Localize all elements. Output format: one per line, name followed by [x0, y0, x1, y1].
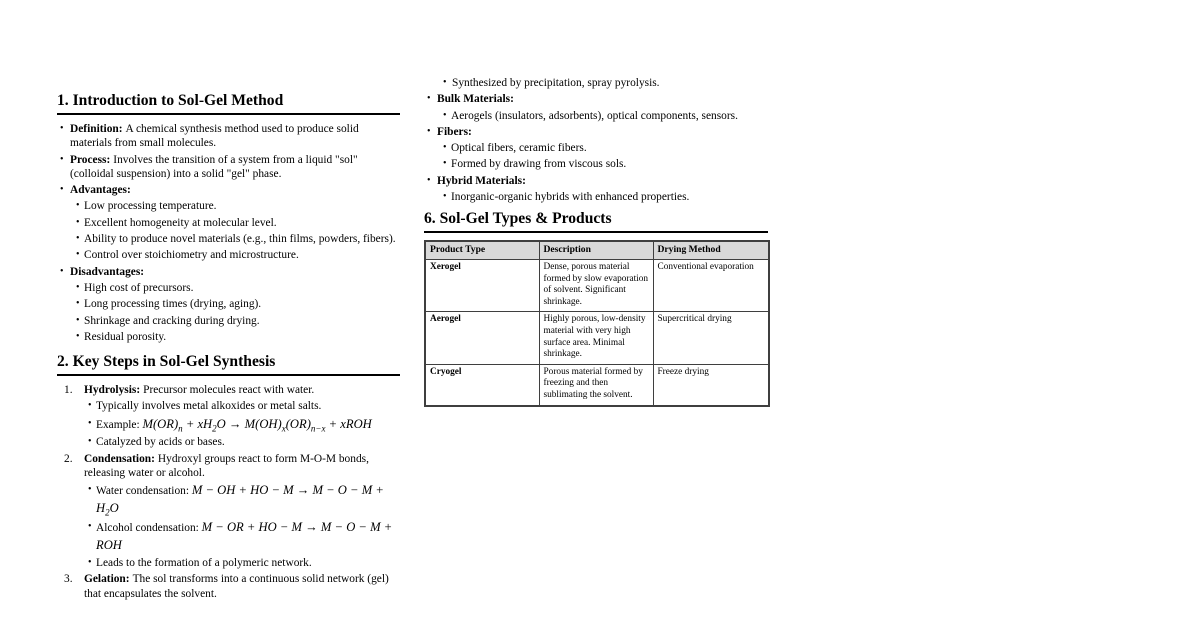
alcohol-condensation-equation: M − OR + HO − M → M − O − M + ROH [96, 520, 393, 552]
advantages-sublist [70, 199, 400, 262]
column-header-drying-method: Drying Method [653, 241, 769, 259]
list-item: • Inorganic-organic hybrids with enhanced properties. [437, 190, 768, 204]
table-header-row [425, 241, 769, 259]
section-2-steps [57, 383, 400, 601]
step-text: The sol transforms into a continuous solid network (gel) that encapsulates the solvent. [84, 573, 389, 600]
list-item-water-condensation [84, 482, 400, 517]
item-label: Hybrid Materials: [437, 174, 526, 187]
section-6-heading: 6. Sol-Gel Types & Products [424, 210, 768, 233]
column-header-description: Description [539, 241, 653, 259]
product-cell: Xerogel [425, 259, 539, 311]
list-item: • Leads to the formation of a polymeric network. [84, 556, 400, 570]
condensation-sublist [84, 482, 400, 570]
list-item: • Residual porosity. [70, 330, 400, 344]
step-condensation [57, 452, 400, 571]
list-item-advantages [57, 183, 400, 262]
description-cell: Dense, porous material formed by slow evaporation of solvent. Significant shrinkage. [539, 259, 653, 311]
description-cell: Highly porous, low-density material with very high surface area. Minimal shrinkage. [539, 312, 653, 364]
list-item: • Ability to produce novel materials (e.g., thin films, powders, fibers). [70, 232, 400, 246]
item-label: Definition: [70, 123, 123, 135]
item-label: Advantages: [70, 184, 131, 197]
table-row-xerogel [425, 259, 769, 311]
list-item-fibers [424, 125, 768, 172]
list-item-example-equation [84, 416, 400, 434]
drying-method-cell: Freeze drying [653, 364, 769, 405]
equation-prefix: Example: [96, 418, 143, 431]
equation-prefix: Alcohol condensation: [96, 522, 202, 535]
equation-prefix: Water condensation: [96, 485, 192, 498]
disadvantages-sublist [70, 281, 400, 344]
drying-method-cell: Conventional evaporation [653, 259, 769, 311]
item-text: A chemical synthesis method used to produce solid materials from small molecules. [70, 123, 359, 150]
item-label: Fibers: [437, 125, 472, 138]
list-item: • Optical fibers, ceramic fibers. [437, 141, 768, 155]
right-column [424, 76, 768, 407]
list-item-bulk-materials [424, 92, 768, 123]
bulk-materials-sublist [437, 109, 768, 123]
list-item: • Control over stoichiometry and microstructure. [70, 248, 400, 262]
list-item-process [57, 153, 400, 182]
step-label: Hydrolysis: [84, 384, 141, 397]
step-number: 1. [64, 384, 73, 397]
step-text: Hydroxyl groups react to form M-O-M bonds, releasing water or alcohol. [84, 452, 369, 479]
list-item: • Typically involves metal alkoxides or metal salts. [84, 399, 400, 413]
table-row-cryogel [425, 364, 769, 405]
list-item-hybrid-materials [424, 174, 768, 205]
step-number: 3. [64, 573, 73, 586]
list-item: • High cost of precursors. [70, 281, 400, 295]
step-label: Gelation: [84, 573, 130, 586]
sol-gel-products-table [424, 240, 770, 406]
water-condensation-equation: M − OH + HO − $M \to M - O - M + H_2O$ [96, 483, 384, 518]
step-hydrolysis [57, 383, 400, 449]
section-1-list [57, 122, 400, 344]
list-item-alcohol-condensation [84, 519, 400, 554]
item-label: Process: [70, 153, 111, 166]
list-item: • Synthesized by precipitation, spray pyrolysis. [424, 76, 768, 90]
continuation-list [424, 76, 768, 204]
step-number: 2. [64, 452, 73, 465]
section-1-heading: 1. Introduction to Sol-Gel Method [57, 92, 400, 115]
table-row-aerogel [425, 312, 769, 364]
hydrolysis-sublist [84, 399, 400, 449]
list-item-definition [57, 122, 400, 151]
fibers-sublist [437, 141, 768, 172]
item-label: Bulk Materials: [437, 93, 514, 106]
list-item: • Aerogels (insulators, adsorbents), optical components, sensors. [437, 109, 768, 123]
list-item: • Low processing temperature. [70, 199, 400, 213]
list-item-disadvantages [57, 265, 400, 344]
list-item: • Formed by drawing from viscous sols. [437, 157, 768, 171]
list-item: • Excellent homogeneity at molecular level. [70, 216, 400, 230]
list-item: • Catalyzed by acids or bases. [84, 435, 400, 449]
product-cell: Cryogel [425, 364, 539, 405]
hybrid-materials-sublist [437, 190, 768, 204]
section-2-heading: 2. Key Steps in Sol-Gel Synthesis [57, 353, 400, 376]
step-gelation [57, 572, 400, 601]
item-text: Involves the transition of a system from a liquid "sol" (colloidal suspension) into a solid "gel" phase. [70, 153, 358, 180]
product-cell: Aerogel [425, 312, 539, 364]
list-item: • Long processing times (drying, aging). [70, 297, 400, 311]
hydrolysis-equation: $M(OR)_n + xH_2O \to M(OH)_x(OR)_{n-x}$ + xROH [142, 416, 372, 434]
step-label: Condensation: [84, 452, 155, 465]
item-label: Disadvantages: [70, 265, 145, 278]
left-column [57, 92, 400, 603]
drying-method-cell: Supercritical drying [653, 312, 769, 364]
step-text: Precursor molecules react with water. [143, 384, 315, 397]
column-header-product-type: Product Type [425, 241, 539, 259]
list-item: • Shrinkage and cracking during drying. [70, 314, 400, 328]
description-cell: Porous material formed by freezing and then sublimating the solvent. [539, 364, 653, 405]
